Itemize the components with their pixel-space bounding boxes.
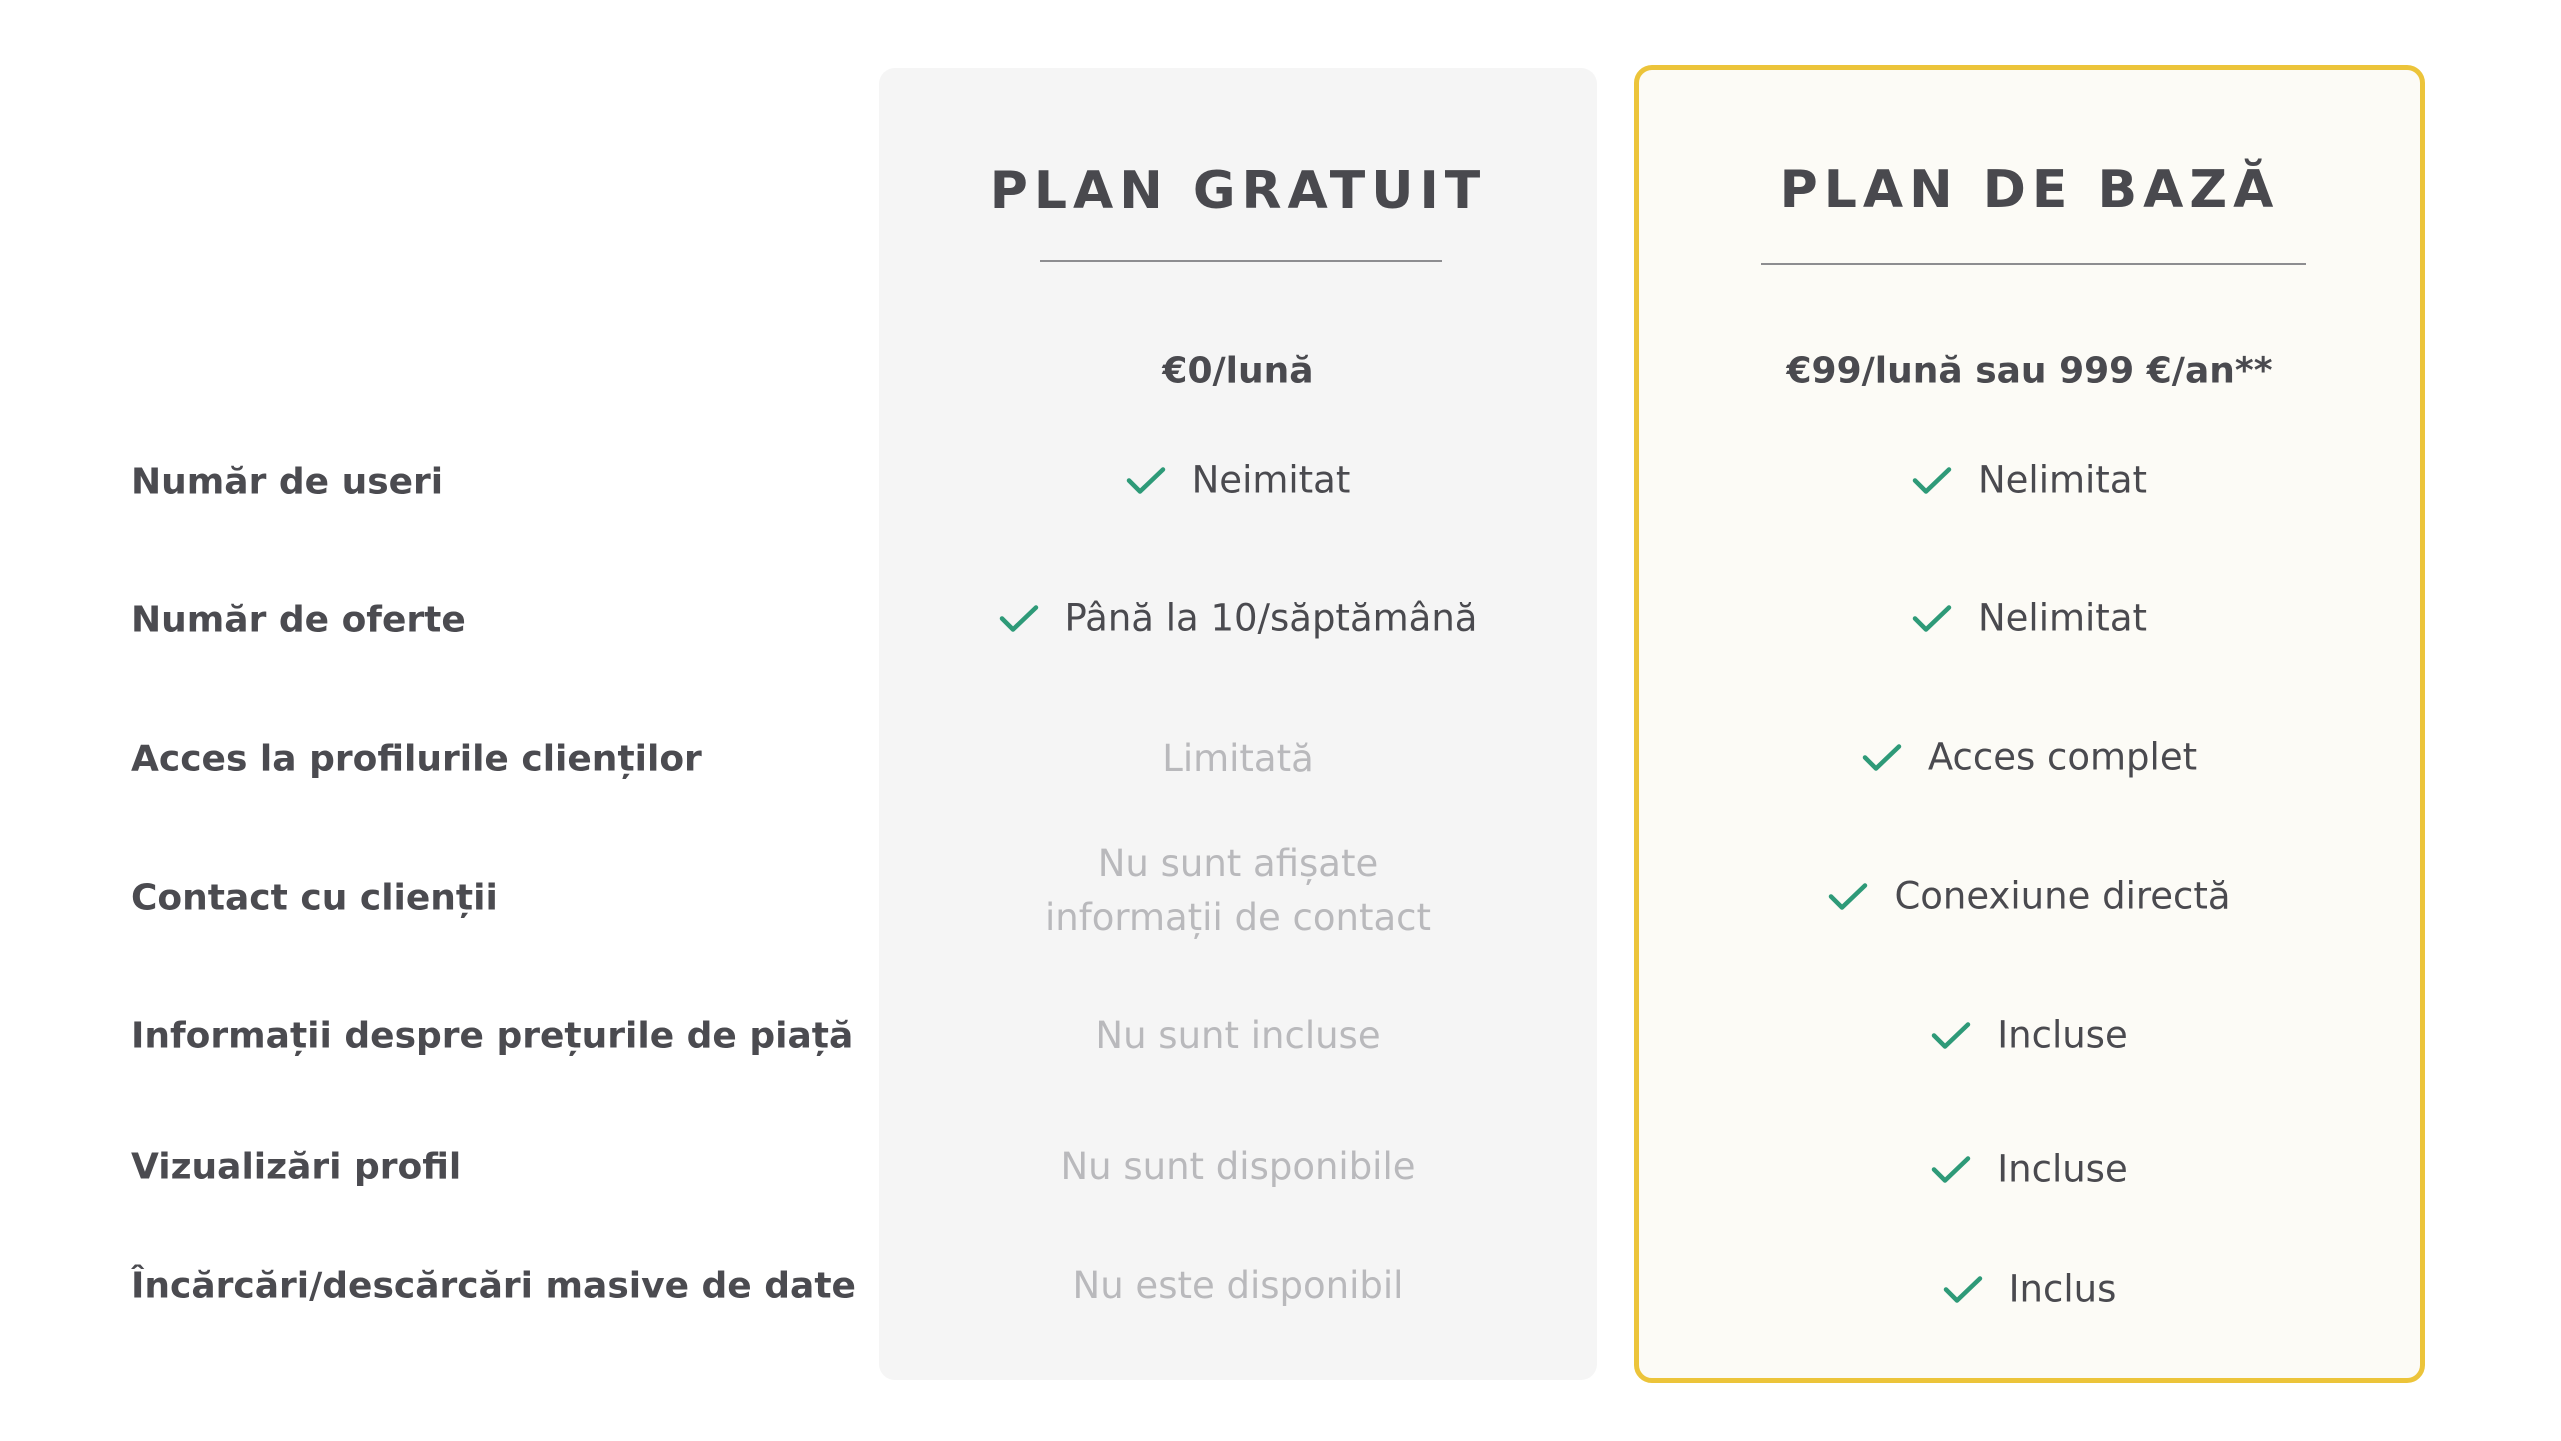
plan-value-text: Inclus xyxy=(2008,1267,2117,1311)
plan-title: PLAN GRATUIT xyxy=(989,161,1487,221)
plan-value-bulk-data xyxy=(1639,1263,2420,1320)
feature-label-profile-views: Vizualizări profil xyxy=(131,1146,462,1188)
plan-value-profile-views xyxy=(1639,1143,2420,1200)
plan-title-divider xyxy=(1761,263,2306,265)
plan-card-basic xyxy=(1634,65,2425,1383)
plan-value-text: Incluse xyxy=(1997,1013,2128,1057)
feature-label-market-prices: Informații despre prețurile de piață xyxy=(131,1015,854,1057)
plan-value-profile-views xyxy=(879,1140,1597,1194)
plan-price: €0/lună xyxy=(1162,350,1314,392)
plan-value-text: Limitată xyxy=(1162,737,1314,780)
feature-label-client-profiles: Acces la profilurile clienților xyxy=(131,738,702,780)
check-icon xyxy=(1931,1021,1971,1051)
plan-value-client-profiles xyxy=(1639,731,2420,788)
check-icon xyxy=(999,604,1039,634)
plan-value-text: Până la 10/săptămână xyxy=(1064,596,1478,640)
check-icon xyxy=(1828,882,1868,912)
plan-value-market-prices xyxy=(1639,1009,2420,1066)
feature-list xyxy=(0,0,870,1441)
plan-value-offers xyxy=(1639,592,2420,649)
plan-price: €99/lună sau 999 €/an** xyxy=(1786,350,2273,392)
plan-value-text: Acces complet xyxy=(1927,735,2198,779)
plan-title: PLAN DE BAZĂ xyxy=(1779,160,2280,220)
plan-value-text: Nu sunt afișate informații de contact xyxy=(1045,842,1431,939)
feature-label-offers: Număr de oferte xyxy=(131,599,466,641)
feature-label-client-contact: Contact cu clienții xyxy=(131,877,498,919)
check-icon xyxy=(1943,1275,1983,1305)
check-icon xyxy=(1862,743,1902,773)
plan-value-bulk-data xyxy=(879,1259,1597,1313)
plan-value-offers xyxy=(879,592,1597,649)
plan-value-market-prices xyxy=(879,1009,1597,1063)
plan-card-free xyxy=(879,68,1597,1380)
plan-value-text: Neimitat xyxy=(1191,458,1351,502)
plan-value-client-profiles xyxy=(879,732,1597,786)
check-icon xyxy=(1126,466,1166,496)
plan-title-divider xyxy=(1040,260,1442,262)
plan-value-text: Nu sunt disponibile xyxy=(1060,1145,1416,1188)
plan-value-text: Nelimitat xyxy=(1977,458,2147,502)
plan-value-client-contact xyxy=(1639,870,2420,927)
feature-label-users: Număr de useri xyxy=(131,461,444,503)
plan-value-text: Nelimitat xyxy=(1977,596,2147,640)
plan-value-users xyxy=(1639,454,2420,511)
check-icon xyxy=(1931,1155,1971,1185)
plan-value-users xyxy=(879,454,1597,511)
plan-value-text: Nu sunt incluse xyxy=(1095,1014,1381,1057)
plan-value-text: Incluse xyxy=(1997,1147,2128,1191)
check-icon xyxy=(1912,604,1952,634)
plan-value-text: Nu este disponibil xyxy=(1072,1264,1404,1307)
plan-value-client-contact xyxy=(879,837,1597,945)
check-icon xyxy=(1912,466,1952,496)
plan-value-text: Conexiune directă xyxy=(1894,874,2231,918)
feature-label-bulk-data: Încărcări/descărcări masive de date xyxy=(131,1265,856,1307)
